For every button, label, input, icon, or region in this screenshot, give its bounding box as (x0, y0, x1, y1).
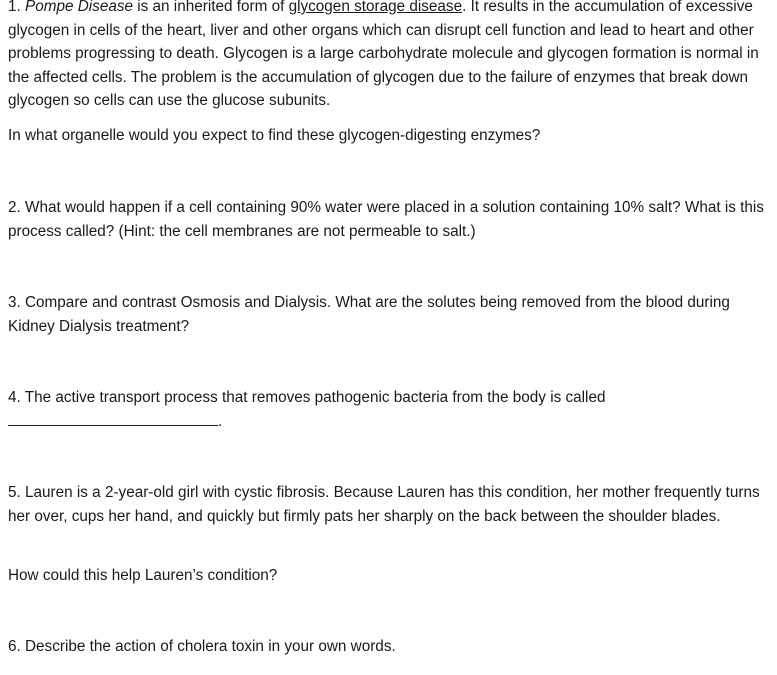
question-1-number: 1. (8, 0, 21, 15)
question-1-paragraph (8, 0, 768, 113)
question-6-paragraph: 6. Describe the action of cholera toxin in your own words. (8, 638, 396, 655)
question-5-paragraph: 5. Lauren is a 2-year-old girl with cystic fibrosis. Because Lauren has this condition, her mother frequently turns her over, cups her hand, and quickly but firmly pats her sharply on the back between the shoulder blades. (8, 484, 760, 525)
question-4-paragraph: 4. The active transport process that removes pathogenic bacteria from the body is called (8, 389, 606, 406)
question-2-paragraph: 2. What would happen if a cell containing 90% water were placed in a solution containing 10% salt? What is this process called? (Hint: the cell membranes are not permeable to salt.) (8, 199, 764, 240)
question-1-text-b: . It results in the accumulation of excessive glycogen in cells of the heart, liver and other organs which can disrupt cell function and lead to heart and other problems progressing to death. Glycogen is a large carbohydrate molecule and glycogen formation is normal in the affected cells. The problem is the accumulation of glycogen due to the failure of enzymes that break down glycogen so cells can use the glucose subunits. (8, 0, 759, 109)
question-5-prompt: How could this help Lauren’s condition? (8, 567, 278, 584)
question-1-text-a: is an inherited form of (137, 0, 285, 15)
answer-blank[interactable] (8, 411, 218, 426)
question-1-prompt: In what organelle would you expect to find these glycogen-digesting enzymes? (8, 127, 541, 144)
question-4-end: . (218, 413, 223, 430)
question-4-answer-line (8, 410, 768, 434)
question-3-paragraph: 3. Compare and contrast Osmosis and Dialysis. What are the solutes being removed from the blood during Kidney Dialysis treatment? (8, 294, 730, 335)
pompe-disease-term: Pompe Disease (25, 0, 133, 15)
glycogen-storage-disease-link[interactable]: glycogen storage disease (288, 0, 463, 15)
